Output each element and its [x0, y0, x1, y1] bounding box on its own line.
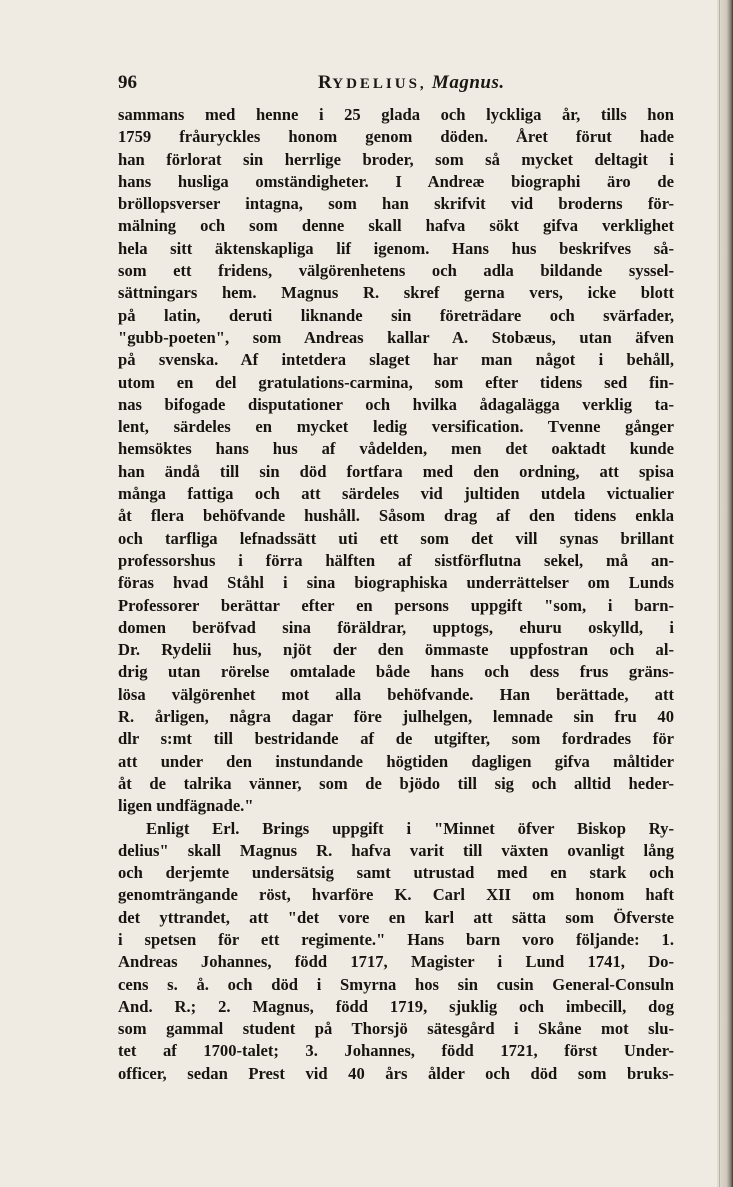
text-line: Professorer berättar efter en persons uppgift "som, i barn-	[118, 595, 674, 615]
text-line: Enligt Erl. Brings uppgift i "Minnet öfver Biskop Ry-	[146, 818, 674, 838]
author-name-rest: YDELIUS,	[332, 76, 427, 92]
text-line: hela sitt äktenskapliga lif igenom. Hans hus beskrifves så-	[118, 238, 674, 258]
text-line: genomträngande röst, hvarföre K. Carl XII om honom haft	[118, 885, 674, 905]
running-header	[118, 72, 674, 98]
page-edge-shadow	[717, 0, 733, 1187]
text-line: föras hvad Ståhl i sina biographiska underrättelser om Lunds	[118, 573, 674, 593]
text-line: hans husliga omständigheter. I Andreæ biographi äro de	[118, 171, 674, 191]
text-line: sättningars hem. Magnus R. skref gerna vers, icke blott	[118, 283, 674, 303]
text-line: han ändå till sin död fortfara med den ordning, att spisa	[118, 461, 674, 481]
text-line: många fattiga och att särdeles vid jultiden utdela victualier	[118, 484, 674, 504]
text-line: det yttrandet, att "det vore en karl att sätta som Öfverste	[118, 907, 674, 927]
subject-name: Magnus.	[431, 72, 505, 93]
text-line: på svenska. Af intetdera slaget har man något i behåll,	[118, 350, 674, 370]
text-line: 1759 fråuryckles honom genom döden. Året förut hade	[118, 127, 674, 147]
text-line: "gubb-poeten", som Andreas kallar A. Stobæus, utan äfven	[118, 327, 674, 347]
author-initial: R	[318, 72, 333, 93]
text-line: delius" skall Magnus R. hafva varit till växten ovanligt lång	[118, 840, 674, 860]
text-line: R. årligen, några dagar före julhelgen, lemnade sin fru 40	[118, 707, 674, 727]
body-text	[118, 104, 674, 1085]
text-line: dlr s:mt till bestridande af de utgifter, som fordrades för	[118, 729, 674, 749]
text-line: i spetsen för ett regimente." Hans barn voro följande: 1.	[118, 929, 674, 949]
text-line: mälning och som denne skall hafva sökt gifva verklighet	[118, 216, 674, 236]
page-number: 96	[118, 72, 137, 93]
text-line: som ett fridens, välgörenhetens och adla bildande syssel-	[118, 261, 674, 281]
text-line: ligen undfägnade."	[118, 796, 254, 816]
text-line: åt de talrika vänner, som de bjödo till sig och alltid heder-	[118, 773, 674, 793]
running-title	[318, 72, 505, 94]
text-line: sammans med henne i 25 glada och lyckliga år, tills hon	[118, 105, 674, 124]
text-line: åt flera behöfvande hushåll. Såsom drag af den tidens enkla	[118, 506, 674, 526]
text-line: domen beröfvad sina föräldrar, upptogs, ehuru oskylld, i	[118, 617, 674, 637]
text-line: hemsöktes hans hus af vådelden, men det oaktadt kunde	[118, 439, 674, 459]
text-line: officer, sedan Prest vid 40 års ålder och död som bruks-	[118, 1063, 674, 1083]
text-line: och tarfliga lefnadssätt uti ett som det vill synas brillant	[118, 528, 674, 548]
text-line: Andreas Johannes, född 1717, Magister i Lund 1741, Do-	[118, 952, 674, 972]
text-line: cens s. å. och död i Smyrna hos sin cusin General-Consuln	[118, 974, 674, 994]
text-line: som gammal student på Thorsjö sätesgård i Skåne mot slu-	[118, 1019, 674, 1039]
text-line: professorshus i förra hälften af sistförflutna sekel, må an-	[118, 550, 674, 570]
text-line: att under den instundande högtiden dagligen gifva måltider	[118, 751, 674, 771]
text-line: tet af 1700-talet; 3. Johannes, född 1721, först Under-	[118, 1041, 674, 1061]
text-line: lösa välgörenhet mot alla behöfvande. Han berättade, att	[118, 684, 674, 704]
text-line: Dr. Rydelii hus, njöt der den ömmaste uppfostran och al-	[118, 640, 674, 660]
text-line: nas bifogade disputationer och hvilka ådagalägga verklig ta-	[118, 394, 674, 414]
text-line: på latin, deruti liknande sin företrädare och svärfader,	[118, 305, 674, 325]
text-line: lent, särdeles en mycket ledig versification. Tvenne gånger	[118, 417, 674, 437]
text-line: drig utan rörelse omtalade både hans och dess frus gräns-	[118, 662, 674, 682]
text-line: och derjemte undersätsig samt utrustad med en stark och	[118, 863, 674, 883]
text-line: han förlorat sin herrlige broder, som så mycket deltagit i	[118, 149, 674, 169]
text-line: bröllopsverser intagna, som han skrifvit vid broderns för-	[118, 194, 674, 214]
text-line: And. R.; 2. Magnus, född 1719, sjuklig och imbecill, dog	[118, 996, 674, 1016]
text-line: utom en del gratulations-carmina, som efter tidens sed fin-	[118, 372, 674, 392]
